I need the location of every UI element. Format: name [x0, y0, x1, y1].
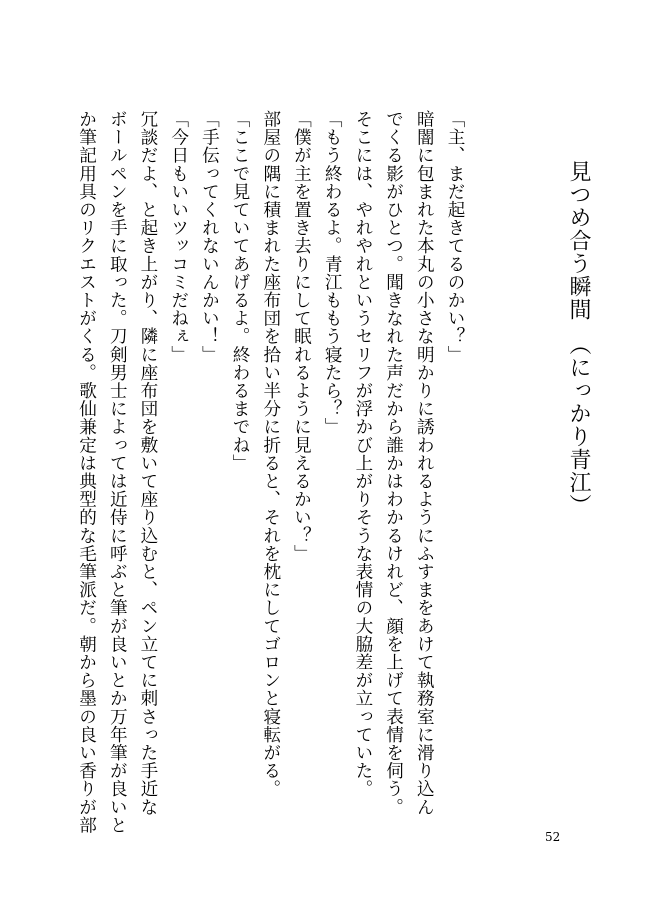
text-line: でくる影がひとつ。聞きなれた声だから誰かはわかるけれど、顔を上げて表情を伺う。: [383, 110, 404, 816]
text-line: 「ここで見ていてあげるよ。終わるまでね」: [230, 110, 251, 472]
text-line: ボールペンを手に取った。刀剣男士によっては近侍に呼ぶと筆が良いとか万年筆が良いと: [107, 110, 128, 834]
text-line: 「僕が主を置き去りにして眠れるように見えるかい？」: [291, 110, 312, 563]
text-line: そこには、やれやれというセリフが浮かび上がりそうな表情の大脇差が立っていた。: [352, 110, 373, 798]
text-line: 「手伝ってくれないんかい！」: [199, 110, 220, 364]
text-line: 「もう終わるよ。青江ももう寝たら？」: [322, 110, 343, 436]
body-text: [76, 110, 470, 834]
text-line: 冗談だよ、と起き上がり、隣に座布団を敷いて座り込むと、ペン立てに刺さった手近な: [137, 110, 158, 816]
chapter-title: 見つめ合う瞬間 （にっかり青江）: [566, 160, 591, 517]
text-line: 「主、まだ起きてるのかい？」: [445, 110, 465, 364]
page-number: 52: [545, 830, 561, 844]
text-line: 暗闇に包まれた本丸の小さな明かりに誘われるようにふすまをあけて執務室に滑り込ん: [414, 110, 435, 816]
text-line: 「今日もいいツッコミだねぇ」: [168, 110, 189, 364]
text-line: か筆記用具のリクエストがくる。歌仙兼定は典型的な毛筆派だ。朝から墨の良い香りが部: [76, 110, 97, 834]
text-line: 部屋の隅に積まれた座布団を拾い半分に折ると、それを枕にしてゴロンと寝転がる。: [260, 110, 281, 798]
